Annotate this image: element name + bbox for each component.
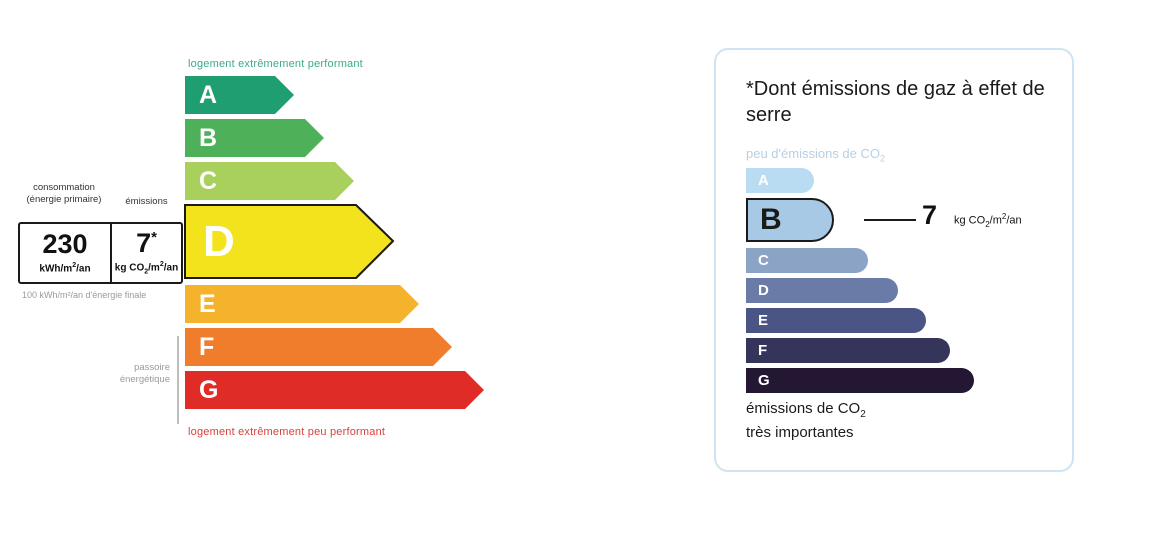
ges-class-row-e bbox=[746, 308, 1046, 333]
ges-connector-line bbox=[864, 219, 916, 221]
dpe-class-letter-a: A bbox=[199, 80, 218, 109]
ges-class-bar-c bbox=[746, 248, 868, 273]
dpe-class-letter-f: F bbox=[199, 332, 215, 361]
emissions-unit: kg $CO_2/m^2/an$ bbox=[114, 261, 179, 276]
ges-class-row-a bbox=[746, 168, 1046, 193]
ges-class-bar-b-current bbox=[746, 198, 834, 242]
dpe-class-letter-g: G bbox=[199, 375, 219, 404]
ges-class-scale bbox=[746, 168, 1046, 398]
emissions-header: émissions bbox=[125, 196, 168, 207]
arrow-head bbox=[357, 205, 394, 279]
dpe-value-box bbox=[18, 222, 183, 284]
ges-value-number: 7 bbox=[922, 200, 938, 230]
ges-class-bar-f bbox=[746, 338, 950, 363]
ges-subtitle: peu d'émissions de $CO_2$ bbox=[746, 146, 886, 164]
dpe-class-arrow-e bbox=[185, 285, 400, 323]
ges-class-letter-d: D bbox=[758, 282, 769, 299]
ges-class-row-g bbox=[746, 368, 1046, 393]
ges-class-row-b bbox=[746, 198, 1046, 242]
final-energy-note: 100 kWh/m²/an d'énergie finale bbox=[22, 290, 147, 300]
arrow-head bbox=[335, 162, 354, 200]
dpe-class-scale bbox=[185, 76, 565, 414]
ges-class-letter-a: A bbox=[758, 172, 769, 189]
passoire-energetique-label: passoire énergétique bbox=[119, 362, 170, 386]
dpe-class-row-e bbox=[185, 285, 565, 323]
arrow-head bbox=[433, 328, 452, 366]
emissions-number: 7 bbox=[136, 228, 152, 259]
arrow-head bbox=[275, 76, 294, 114]
ges-class-letter-e: E bbox=[758, 312, 769, 329]
emissions-cell bbox=[112, 224, 181, 282]
ges-class-bar-d bbox=[746, 278, 898, 303]
emissions-asterisk: * bbox=[151, 229, 157, 247]
ges-title: *Dont émissions de gaz à effet de serre bbox=[746, 78, 1045, 126]
ges-class-row-f bbox=[746, 338, 1046, 363]
dpe-class-arrow-b bbox=[185, 119, 305, 157]
ges-footer-caption: émissions de $CO_2$ très importantes bbox=[746, 400, 866, 441]
dpe-class-arrow-c bbox=[185, 162, 335, 200]
dpe-class-letter-d: D bbox=[203, 217, 235, 266]
ges-class-letter-g: G bbox=[758, 372, 770, 389]
consumption-cell bbox=[20, 224, 112, 282]
emissions-value bbox=[136, 230, 157, 257]
dpe-class-arrow-a bbox=[185, 76, 275, 114]
dpe-class-row-a bbox=[185, 76, 565, 114]
ges-class-row-d bbox=[746, 278, 1046, 303]
arrow-head bbox=[465, 371, 484, 409]
ges-class-bar-a bbox=[746, 168, 814, 193]
dpe-class-arrow-d-current bbox=[185, 205, 357, 279]
consumption-header: consommation (énergie primaire) bbox=[26, 182, 102, 205]
ges-card bbox=[714, 48, 1074, 472]
dpe-class-letter-e: E bbox=[199, 289, 216, 318]
dpe-class-row-d bbox=[185, 205, 565, 279]
dpe-class-arrow-f bbox=[185, 328, 433, 366]
dpe-bottom-caption: logement extrêmement peu performant bbox=[188, 426, 386, 438]
ges-class-letter-f: F bbox=[758, 342, 768, 359]
ges-class-bar-e bbox=[746, 308, 926, 333]
dpe-top-caption: logement extrêmement performant bbox=[188, 58, 363, 70]
ges-class-letter-b: B bbox=[760, 203, 782, 236]
arrow-head bbox=[400, 285, 419, 323]
consumption-value: 230 bbox=[42, 229, 88, 260]
ges-class-row-c bbox=[746, 248, 1046, 273]
dpe-class-letter-b: B bbox=[199, 123, 218, 152]
passoire-bracket bbox=[177, 336, 179, 424]
ges-class-bar-g bbox=[746, 368, 974, 393]
ges-value-unit: kg $CO_2/m^2/an$ bbox=[954, 212, 1022, 229]
dpe-class-letter-c: C bbox=[199, 166, 218, 195]
consumption-unit: kWh/$m^2/an$ bbox=[39, 262, 91, 275]
dpe-class-arrow-g bbox=[185, 371, 465, 409]
dpe-class-row-c bbox=[185, 162, 565, 200]
arrow-head bbox=[305, 119, 324, 157]
dpe-class-row-b bbox=[185, 119, 565, 157]
ges-class-letter-c: C bbox=[758, 252, 769, 269]
dpe-class-row-g bbox=[185, 371, 565, 409]
dpe-class-row-f bbox=[185, 328, 565, 366]
